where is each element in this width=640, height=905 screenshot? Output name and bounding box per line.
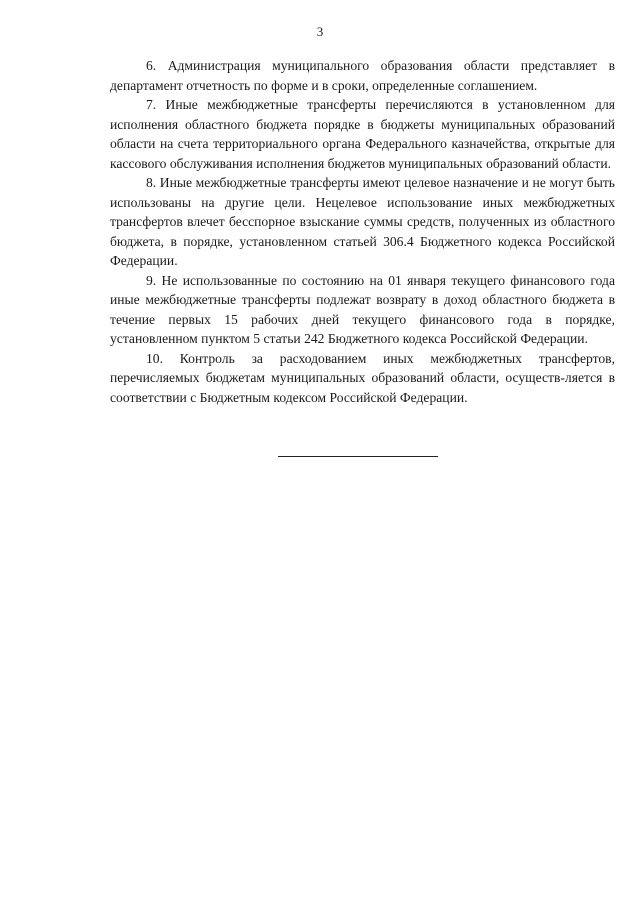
paragraph-8: 8. Иные межбюджетные трансферты имеют целевое назначение и не могут быть использованы на другие цели. Нецелевое использование иных межбюджетных трансфертов влечет бесспорное взыскание суммы средств, полученных из областного бюджета, в порядке, установленном статьей 306.4 Бюджетного кодекса Российской Федерации. [110, 175, 615, 268]
page-number: 3 [316, 24, 324, 39]
paragraph-10: 10. Контроль за расходованием иных межбюджетных трансфертов, перечисляемых бюджетам муниципальных образований области, осуществ-ляется в соответствии с Бюджетным кодексом Российской Федерации. [110, 350, 615, 405]
paragraph-7: 7. Иные межбюджетные трансферты перечисляются в установленном для исполнения областного бюджета порядке в бюджеты муниципальных образований области на счета территориального органа Федерального казначейства, открытые для кассового обслуживания исполнения бюджетов муниципальных образований области. [110, 97, 615, 171]
paragraph-6: 6. Администрация муниципального образования области представляет в департамент отчетность по форме и в сроки, определенные соглашением. [110, 58, 615, 93]
end-of-document-rule [278, 456, 438, 457]
paragraph-9: 9. Не использованные по состоянию на 01 января текущего финансового года иные межбюджетные трансферты подлежат возврату в доход областного бюджета в течение первых 15 рабочих дней текущего финансового года в порядке, установленном пунктом 5 статьи 242 Бюджетного кодекса Российской Федерации. [110, 272, 615, 346]
document-body [110, 56, 615, 407]
